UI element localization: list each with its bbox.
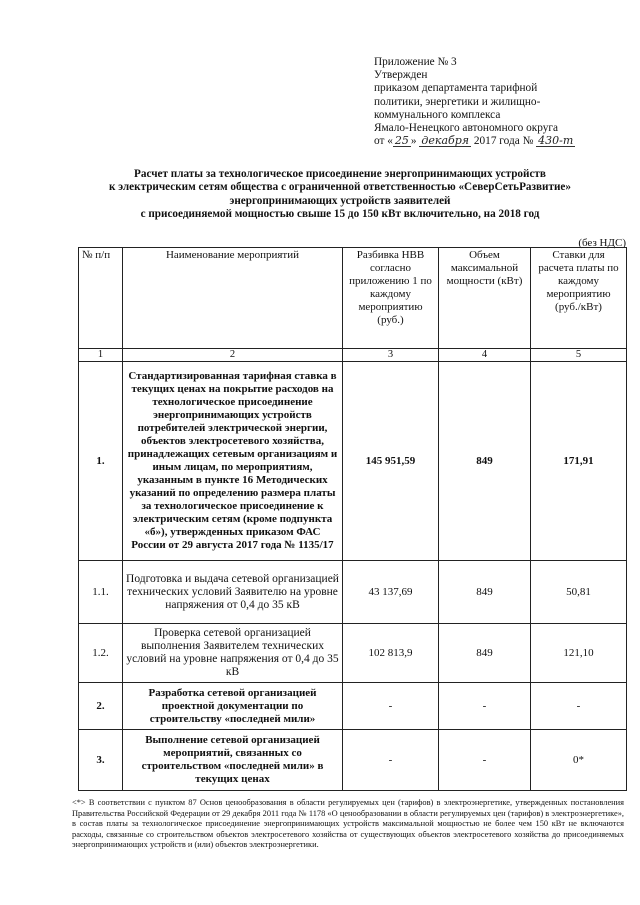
- approved-label: Утвержден: [374, 69, 428, 82]
- row-power: -: [439, 730, 531, 791]
- row-number: 2.: [79, 683, 123, 730]
- footnote: <*> В соответствии с пунктом 87 Основ ценообразования в области регулируемых цен (тарифов) в электроэнергетике, утвержденных постановления Правительства Российской Федерации от 29 декабря 2011 года № 1178 «О ценообразовании в области регулируемых цен (тарифов) в электроэнергетике», в состав платы за технологическое присоединение энергопринимающих устройств максимальной мощностью не более чем 150 кВт не включаются расходы, связанные со строительством объектов электросетевого хозяйства от существующих объектов электросетевого хозяйства до присоединяемых энергопринимающих устройств и (или) объектов электроэнергетики.: [72, 798, 624, 850]
- header-nvv: Разбивка НВВ согласно приложению 1 по каждому мероприятию (руб.): [343, 248, 439, 349]
- header-activity: Наименование мероприятий: [123, 248, 343, 349]
- table-header-row: [79, 248, 627, 349]
- fee-calculation-table: [78, 247, 627, 791]
- appendix-number: Приложение № 3: [374, 56, 457, 68]
- approval-line: Ямало-Ненецкого автономного округа: [374, 122, 559, 135]
- row-name: Выполнение сетевой организацией мероприятий, связанных со строительством «последней мили» в текущих ценах: [123, 730, 343, 791]
- row-power: 849: [439, 624, 531, 683]
- handwritten-month: декабря: [421, 134, 470, 148]
- table-row: [79, 624, 627, 683]
- row-power: 849: [439, 362, 531, 561]
- header-number: № п/п: [79, 248, 123, 349]
- row-rate: 121,10: [531, 624, 627, 683]
- row-nvv: 145 951,59: [343, 362, 439, 561]
- approval-line: коммунального комплекса: [374, 108, 501, 121]
- approval-block: [374, 56, 636, 148]
- row-power: 849: [439, 561, 531, 624]
- header-rate: Ставки для расчета платы по каждому мероприятию (руб./кВт): [531, 248, 627, 349]
- column-number-row: 1 2 3 4 5: [79, 349, 627, 362]
- approval-line: политики, энергетики и жилищно-: [374, 95, 541, 108]
- table-row: [79, 683, 627, 730]
- row-rate: 50,81: [531, 561, 627, 624]
- row-name: Подготовка и выдача сетевой организацией технических условий Заявителю на уровне напряжения от 0,4 до 35 кВ: [123, 561, 343, 624]
- approval-date: от « 25 » декабря 2017 года № 430-т: [374, 134, 574, 148]
- row-name: Проверка сетевой организацией выполнения Заявителем технических условий на уровне напряжения от 0,4 до 35 кВ: [123, 624, 343, 683]
- row-rate: -: [531, 683, 627, 730]
- row-number: 1.2.: [79, 624, 123, 683]
- table-row: [79, 730, 627, 791]
- handwritten-order-number: 430-т: [538, 134, 574, 148]
- row-nvv: 102 813,9: [343, 624, 439, 683]
- row-power: -: [439, 683, 531, 730]
- row-rate: 171,91: [531, 362, 627, 561]
- row-name: Стандартизированная тарифная ставка в текущих ценах на покрытие расходов на технологическое присоединение энергопринимающих устройств потребителей электрической энергии, объектов электросетевого хозяйства, принадлежащих сетевым организациям и иным лицам, по мероприятиям, указанным в пункте 16 Методических указаний по определению размера платы за технологическое присоединение к электрическим сетям (кроме подпункта «б»), утвержденных приказом ФАС России от 29 августа 2017 года № 1135/17: [123, 362, 343, 561]
- table-row: [79, 362, 627, 561]
- approval-line: приказом департамента тарифной: [374, 82, 538, 95]
- row-number: 3.: [79, 730, 123, 791]
- table-row: [79, 561, 627, 624]
- vat-note: (без НДС): [578, 237, 626, 249]
- header-power: Объем максимальной мощности (кВт): [439, 248, 531, 349]
- row-number: 1.1.: [79, 561, 123, 624]
- row-nvv: -: [343, 683, 439, 730]
- row-name: Разработка сетевой организацией проектной документации по строительству «последней мили»: [123, 683, 343, 730]
- row-rate: 0*: [531, 730, 627, 791]
- row-number: 1.: [79, 362, 123, 561]
- row-nvv: 43 137,69: [343, 561, 439, 624]
- row-nvv: -: [343, 730, 439, 791]
- document-title: Расчет платы за технологическое присоединение энергопринимающих устройств к электрическим сетям общества с ограниченной ответственностью «СеверСетьРазвитие» энергопринимающих устройств заявителей с присоединяемой мощностью свыше 15 до 150 кВт включительно, на 2018 год: [109, 168, 571, 221]
- handwritten-day: 25: [394, 134, 409, 148]
